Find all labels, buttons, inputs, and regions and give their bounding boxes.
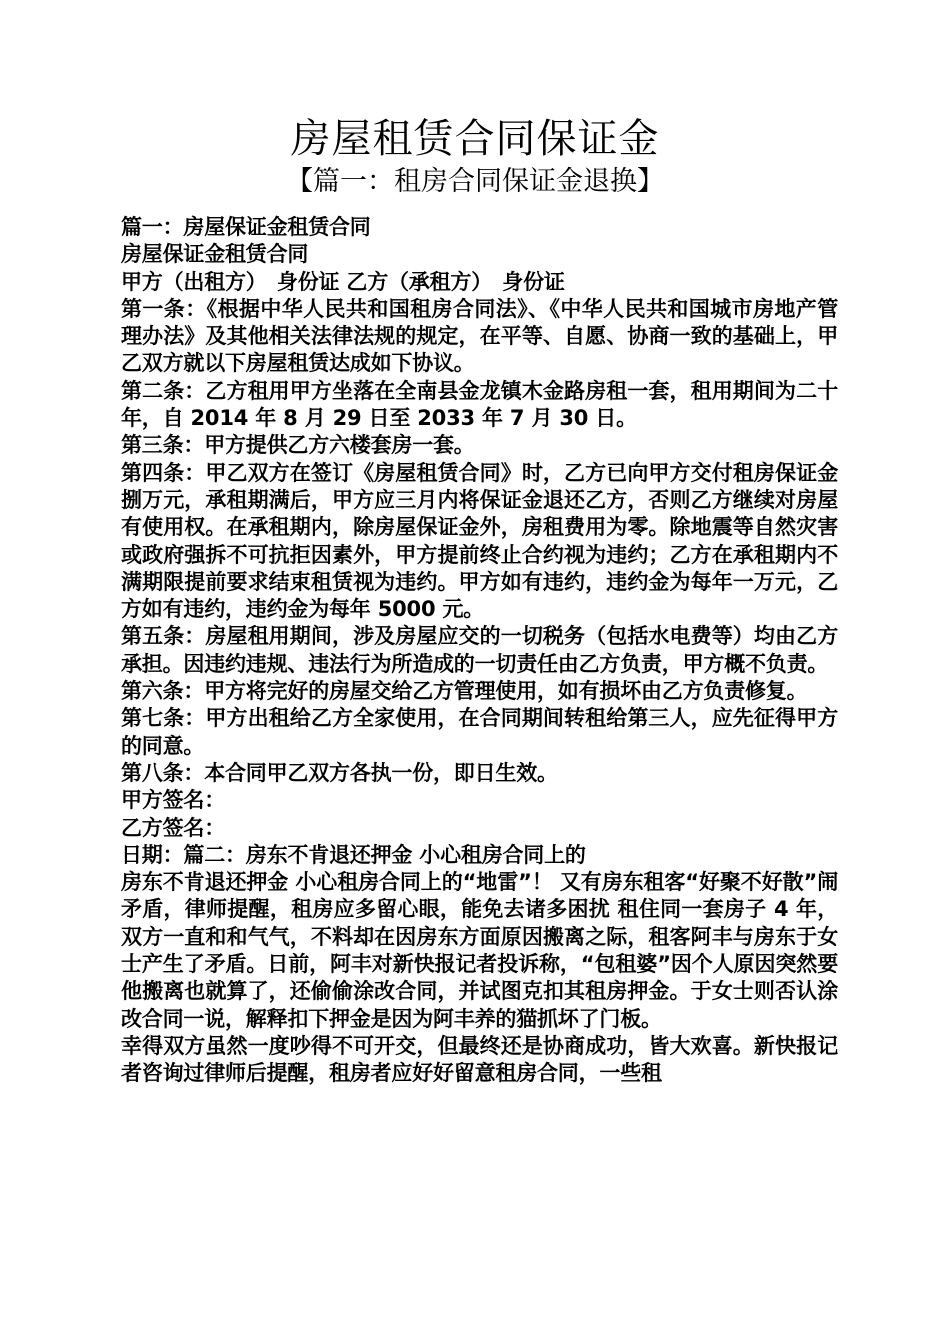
document-subtitle: 【篇一：租房合同保证金退换】	[286, 166, 664, 197]
contract-title: 房屋保证金租赁合同	[121, 242, 309, 267]
party-b-signature: 乙方签名：	[121, 815, 225, 840]
party-a-signature: 甲方签名：	[121, 788, 225, 813]
article-6: 第六条：甲方将完好的房屋交给乙方管理使用，如有损坏由乙方负责修复。	[121, 679, 808, 704]
document-title: 房屋租赁合同保证金	[290, 116, 660, 162]
article-4: 第四条：甲乙双方在签订《房屋租赁合同》时，乙方已向甲方交付租房保证金捌万元，承租期满后，甲方应三月内将保证金退还乙方，否则乙方继续对房屋有使用权。在承租期内，除房屋保证金外，房租费用为零。除地震等自然灾害或政府强拆不可抗拒因素外，甲方提前终止合约视为违约；乙方在承租期内不满期限提前要求结束租赁视为违约。甲方如有违约，违约金为每年一万元，乙方如有违约，违约金为每年 5000 元。	[121, 460, 838, 622]
parties-line: 甲方（出租方） 身份证 乙方（承租方） 身份证	[121, 269, 565, 294]
article-5: 第五条：房屋租用期间，涉及房屋应交的一切税务（包括水电费等）均由乙方承担。因违约违规、违法行为所造成的一切责任由乙方负责，甲方概不负责。	[121, 624, 838, 676]
article-1: 第一条：《根据中华人民共和国租房合同法》、《中华人民共和国城市房地产管理办法》及其他相关法律法规的规定，在平等、自愿、协商一致的基础上，甲乙双方就以下房屋租赁达成如下协议。	[121, 296, 838, 376]
news-paragraph-1: 房东不肯退还押金 小心租房合同上的“地雷”！ 又有房东租客“好聚不好散”闹矛盾，律师提醒，租房应多留心眼，能免去诸多困扰 租住同一套房子 4 年，双方一直和和气气，不料却在因房东方面原因搬离之际，租客阿丰与房东于女士产生了矛盾。日前，阿丰对新快报记者投诉称，“包租婆”因个人原因突然要他搬离也就算了，还偷偷涂改合同，并试图克扣其租房押金。于女士则否认涂改合同一说，解释扣下押金是因为阿丰养的猫抓坏了门板。	[121, 870, 838, 1031]
section-heading-1: 篇一：房屋保证金租赁合同	[121, 215, 371, 239]
news-paragraph-2: 幸得双方虽然一度吵得不可开交，但最终还是协商成功，皆大欢喜。新快报记者咨询过律师后提醒，租房者应好好留意租房合同，一些租	[121, 1033, 838, 1086]
article-7: 第七条：甲方出租给乙方全家使用，在合同期间转租给第三人，应先征得甲方的同意。	[121, 706, 838, 758]
date-and-section-heading-2: 日期：篇二：房东不肯退还押金 小心租房合同上的	[121, 842, 586, 867]
document-body	[116, 214, 838, 1088]
article-2: 第二条：乙方租用甲方坐落在全南县金龙镇木金路房租一套，租用期间为二十年，自 2014 年 8 月 29 日至 2033 年 7 月 30 日。	[121, 378, 838, 431]
article-3: 第三条：甲方提供乙方六楼套房一套。	[121, 433, 475, 458]
article-8: 第八条：本合同甲乙双方各执一份，即日生效。	[121, 760, 558, 785]
